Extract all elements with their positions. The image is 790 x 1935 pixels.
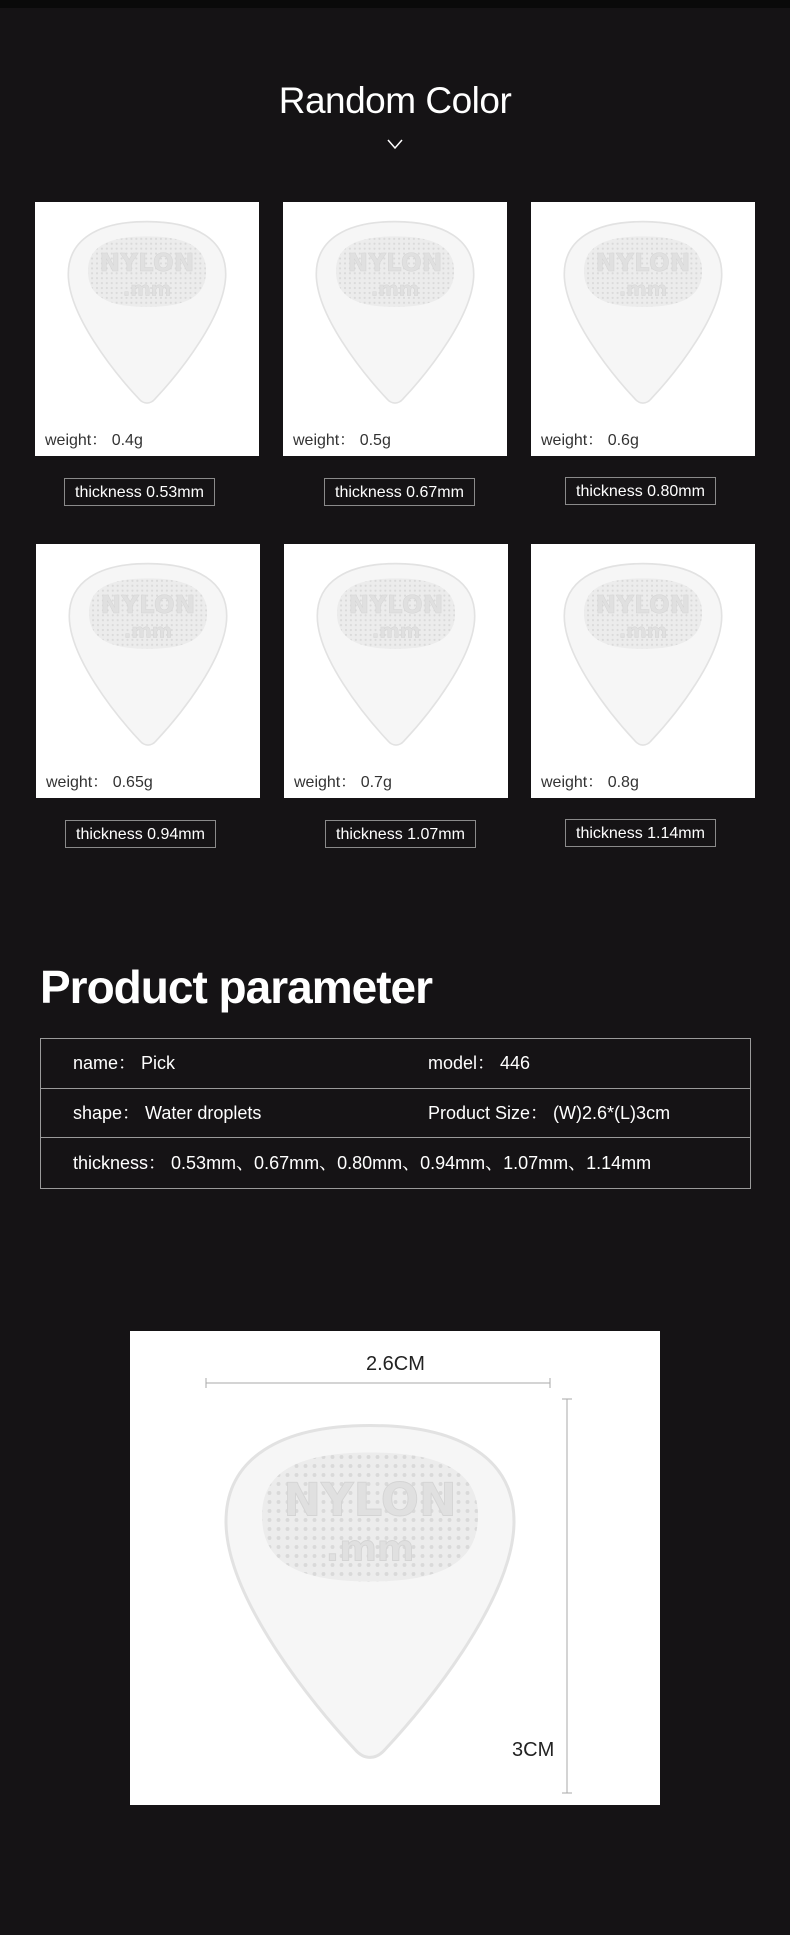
table-cell: Product Size： (W)2.6*(L)3cm	[428, 1103, 671, 1123]
table-row	[41, 1039, 750, 1088]
parameter-title: Product parameter	[40, 961, 433, 1013]
pick-image	[531, 544, 755, 754]
pick-image	[35, 202, 259, 412]
pick-image	[226, 1426, 514, 1758]
dimension-card	[130, 1331, 660, 1805]
thickness-badge: thickness 0.53mm	[64, 478, 215, 506]
weight-label: weight： 0.4g	[45, 432, 143, 449]
table-cell: model： 446	[428, 1053, 531, 1073]
weight-label: weight： 0.8g	[541, 774, 639, 791]
width-label: 2.6CM	[366, 1353, 425, 1375]
pick-card-5	[284, 544, 508, 798]
thickness-badge: thickness 0.94mm	[65, 820, 216, 848]
table-row	[41, 1088, 750, 1138]
thickness-badge: thickness 0.80mm	[565, 477, 716, 505]
thickness-badge: thickness 1.14mm	[565, 819, 716, 847]
pick-card-6	[531, 544, 755, 798]
table-cell: thickness： 0.53mm、0.67mm、0.80mm、0.94mm、1.07mm、1.14mm	[73, 1153, 652, 1173]
pick-card-1	[35, 202, 259, 456]
thickness-badge: thickness 1.07mm	[325, 820, 476, 848]
weight-label: weight： 0.6g	[541, 432, 639, 449]
table-cell: shape： Water droplets	[73, 1103, 262, 1123]
weight-label: weight： 0.7g	[294, 774, 392, 791]
chevron-down-icon	[386, 138, 404, 150]
top-bar	[0, 0, 790, 8]
pick-card-2	[283, 202, 507, 456]
pick-card-4	[36, 544, 260, 798]
length-label: 3CM	[512, 1739, 555, 1761]
table-row	[41, 1137, 750, 1189]
pick-card-3	[531, 202, 755, 456]
thickness-badge: thickness 0.67mm	[324, 478, 475, 506]
pick-image	[36, 544, 260, 754]
parameter-table	[40, 1038, 751, 1189]
table-cell: name： Pick	[73, 1053, 176, 1073]
pick-image	[283, 202, 507, 412]
section-title: Random Color	[278, 80, 512, 121]
dimension-diagram	[130, 1331, 660, 1805]
weight-label: weight： 0.5g	[293, 432, 391, 449]
weight-label: weight： 0.65g	[46, 774, 153, 791]
pick-image	[531, 202, 755, 412]
pick-image	[284, 544, 508, 754]
